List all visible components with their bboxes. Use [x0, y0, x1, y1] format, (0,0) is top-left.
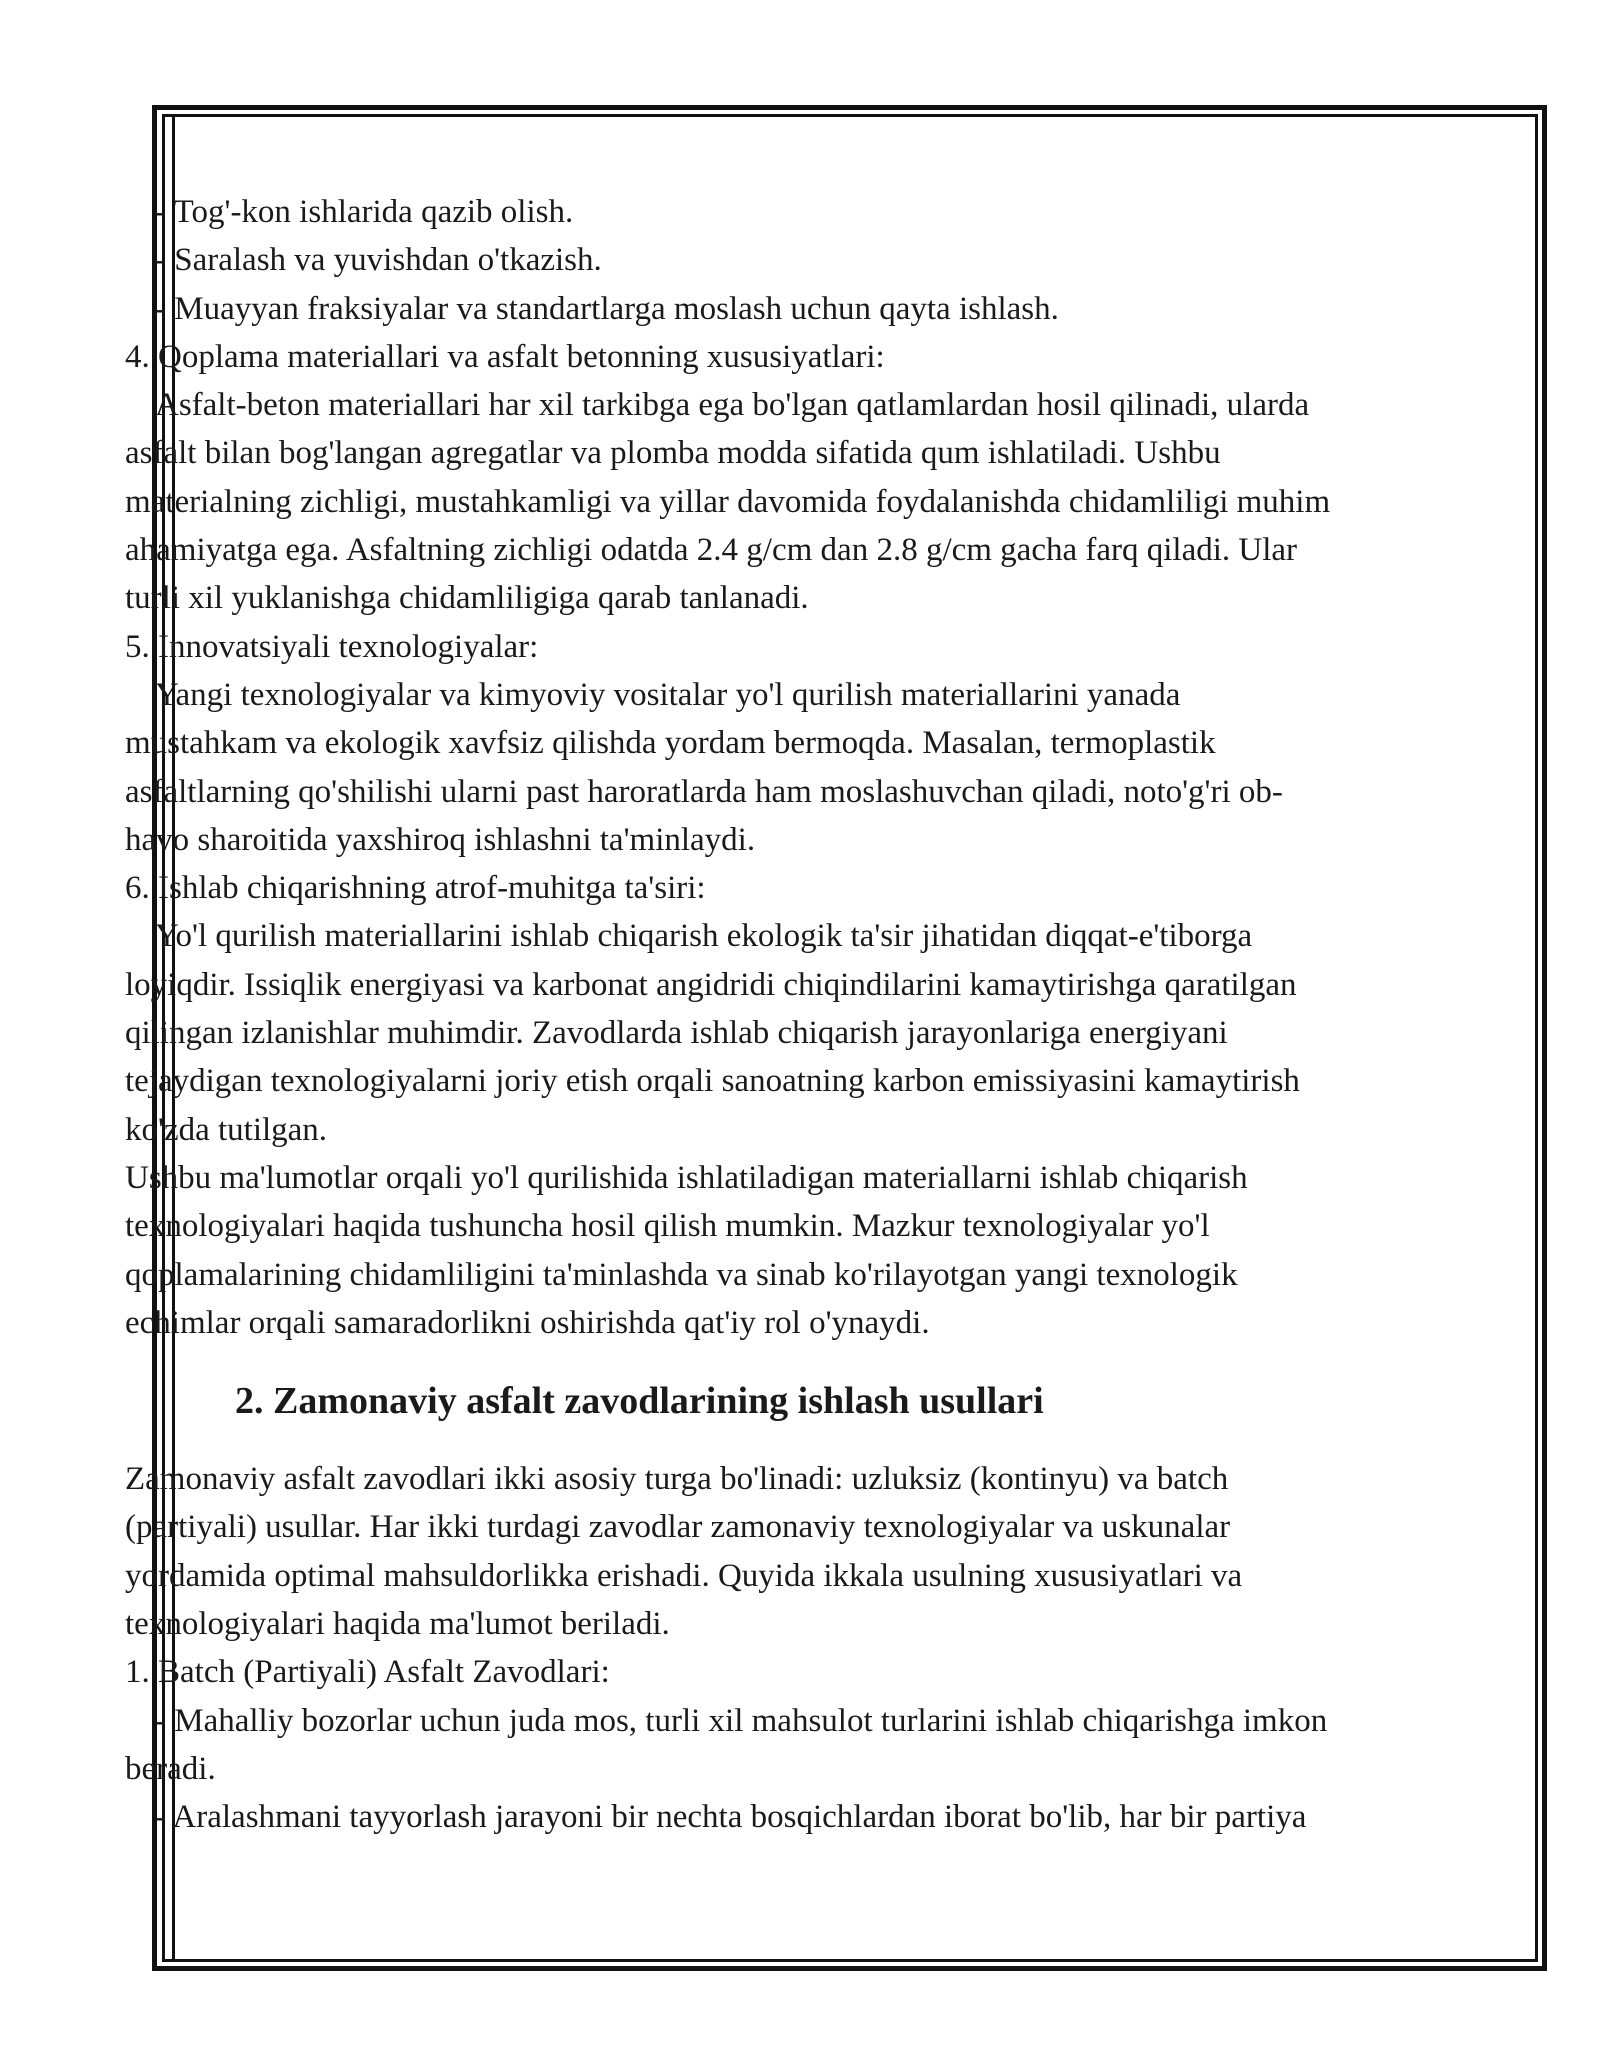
text-line: qilingan izlanishlar muhimdir. Zavodlarda ishlab chiqarish jarayonlariga energiyani — [125, 1015, 1228, 1052]
text-line: Yangi texnologiyalar va kimyoviy vositalar yo'l qurilish materiallarini yanada — [155, 676, 1181, 713]
text-line: yordamida optimal mahsuldorlikka erishadi. Quyida ikkala usulning xususiyatlari va — [125, 1557, 1243, 1594]
text-line: - Aralashmani tayyorlash jarayoni bir nechta bosqichlardan iborat bo'lib, har bir partiya — [155, 1799, 1307, 1836]
text-line: 6. Ishlab chiqarishning atrof-muhitga ta'siri: — [125, 870, 706, 907]
text-line: asfaltlarning qo'shilishi ularni past haroratlarda ham moslashuvchan qiladi, noto'g'ri ob- — [125, 773, 1283, 810]
text-line: ko'zda tutilgan. — [125, 1111, 328, 1148]
text-line: mustahkam va ekologik xavfsiz qilishda yordam bermoqda. Masalan, termoplastik — [125, 725, 1216, 762]
text-line: echimlar orqali samaradorlikni oshirishda qat'iy rol o'ynaydi. — [125, 1304, 930, 1341]
text-line: havo sharoitida yaxshiroq ishlashni ta'minlaydi. — [125, 821, 756, 858]
text-line: Asfalt-beton materiallari har xil tarkibga ega bo'lgan qatlamlardan hosil qilinadi, ularda — [155, 387, 1310, 424]
text-line: - Muayyan fraksiyalar va standartlarga moslash uchun qayta ishlash. — [155, 290, 1059, 327]
text-line: 5. Innovatsiyali texnologiyalar: — [125, 628, 539, 665]
text-line: texnologiyalari haqida tushuncha hosil qilish mumkin. Mazkur texnologiyalar yo'l — [125, 1208, 1210, 1245]
text-line: Ushbu ma'lumotlar orqali yo'l qurilishida ishlatiladigan materiallarni ishlab chiqarish — [125, 1159, 1248, 1196]
text-line: turli xil yuklanishga chidamliligiga qarab tanlanadi. — [125, 580, 809, 617]
text-line: qoplamalarining chidamliligini ta'minlashda va sinab ko'rilayotgan yangi texnologik — [125, 1256, 1238, 1293]
text-line: tejaydigan texnologiyalarni joriy etish orqali sanoatning karbon emissiyasini kamaytirish — [125, 1063, 1300, 1100]
text-line: Yo'l qurilish materiallarini ishlab chiqarish ekologik ta'sir jihatidan diqqat-e'tiborga — [155, 918, 1253, 955]
text-block-asphalt-plants — [125, 1455, 1485, 1841]
text-line: ahamiyatga ega. Asfaltning zichligi odatda 2.4 g/cm dan 2.8 g/cm gacha farq qiladi. Ular — [125, 532, 1298, 569]
text-line: materialning zichligi, mustahkamligi va yillar davomida foydalanishda chidamliligi muhim — [125, 483, 1331, 520]
text-line: - Tog'-kon ishlarida qazib olish. — [155, 194, 574, 230]
text-block-materials — [125, 188, 1485, 1347]
text-line: - Mahalliy bozorlar uchun juda mos, turli xil mahsulot turlarini ishlab chiqarishga imkon — [155, 1702, 1328, 1739]
text-line: Zamonaviy asfalt zavodlari ikki asosiy turga bo'linadi: uzluksiz (kontinyu) va batch — [125, 1461, 1229, 1498]
text-line: beradi. — [125, 1750, 216, 1787]
text-line: 4. Qoplama materiallari va asfalt betonning xususiyatlari: — [125, 338, 885, 375]
text-line: loyiqdir. Issiqlik energiyasi va karbonat angidridi chiqindilarini kamaytirishga qaratilgan — [125, 966, 1297, 1003]
text-line: (partiyali) usullar. Har ikki turdagi zavodlar zamonaviy texnologiyalar va uskunalar — [125, 1509, 1231, 1546]
section-heading: 2. Zamonaviy asfalt zavodlarining ishlash usullari — [235, 1380, 1044, 1423]
document-body — [125, 188, 1485, 1842]
text-line: 1. Batch (Partiyali) Asfalt Zavodlari: — [125, 1654, 610, 1691]
text-line: asfalt bilan bog'langan agregatlar va plomba modda sifatida qum ishlatiladi. Ushbu — [125, 435, 1221, 472]
text-line: texnologiyalari haqida ma'lumot beriladi. — [125, 1606, 670, 1643]
text-line: - Saralash va yuvishdan o'tkazish. — [155, 242, 602, 279]
